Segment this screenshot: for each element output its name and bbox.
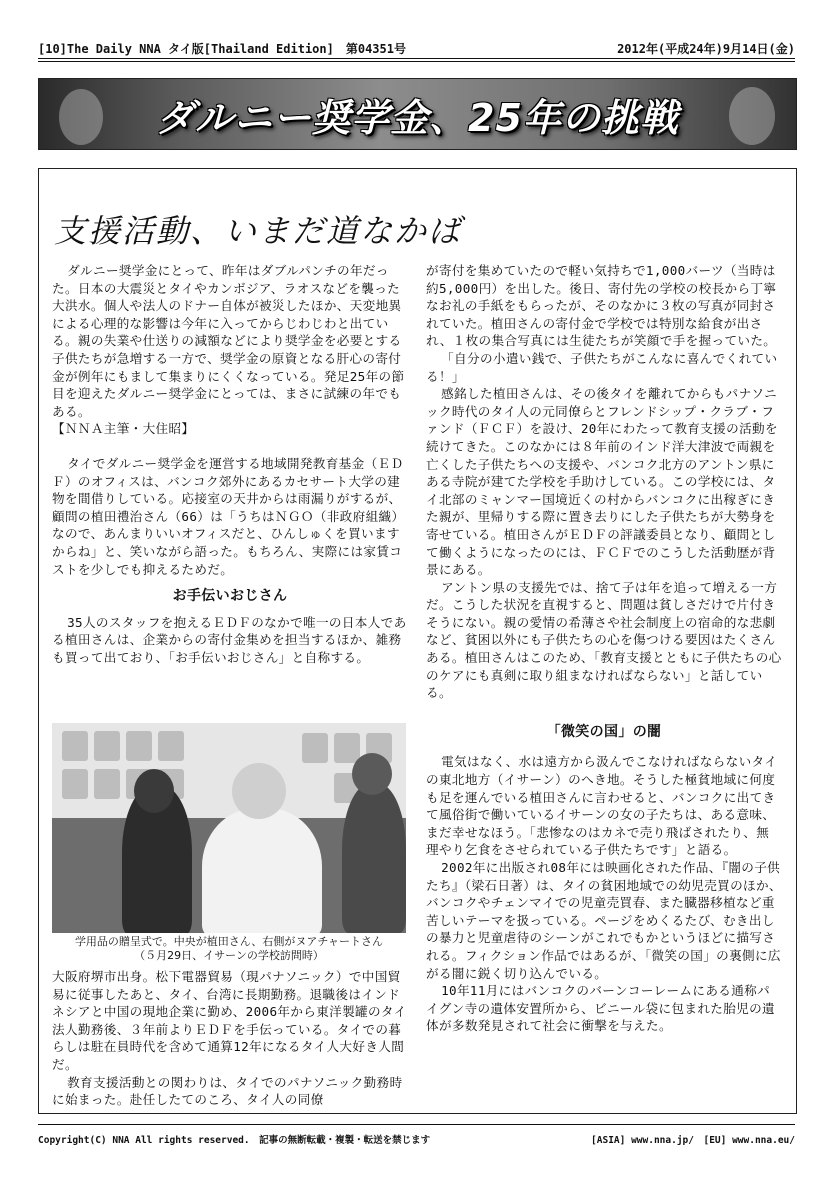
subheading: 「微笑の国」の闇 [546, 723, 662, 740]
student-head [134, 769, 174, 813]
left-column [52, 262, 408, 666]
ueda-head [232, 763, 286, 819]
paragraph: 2002年に出版され08年には映画化された作品、『闇の子供たち』（梁石日著）は、タイの貧困地域での幼児売買のほか、バンコクやチェンマイでの児童売買春、また臓器移植など重苦しいテーマを扱っている。ページをめくるたび、むき出しの暴力と児童虐待のシーンがこれでもかというほどに描写される。フィクション作品ではあるが、「微笑の国」の裏側に広がる闇に鋭く切り込んでいる。 [426, 860, 782, 981]
article-headline: 支援活動、いまだ道なかば [54, 212, 463, 250]
header-rule-2 [38, 61, 795, 62]
series-banner [38, 78, 797, 150]
photo-caption: 学用品の贈呈式で。中央が植田さん、右側がヌアチャートさん （５月29日、イサーンの学校訪問時） [74, 935, 384, 962]
left-column-continued [52, 968, 408, 1109]
page-header [38, 36, 795, 56]
nuachart-head [352, 753, 392, 795]
subheading: お手伝いおじさん [172, 588, 288, 605]
banner-title: ダルニー奨学金、25年の挑戦 [156, 96, 679, 140]
nuachart-figure [342, 783, 406, 933]
publication-info: [10]The Daily NNA タイ版[Thailand Edition] 第04351号 [38, 42, 406, 56]
paragraph: 大阪府堺市出身。松下電器貿易（現パナソニック）で中国貿易に従事したあと、タイ、台湾に長期勤務。退職後はインドネシアと中国の現地企業に勤め、2006年から東洋製罐のタイ法人勤務後、３年前よりＥＤＦを手伝っている。タイでの暮らしは駐在員時代を含めて通算12年になるタイ人大好き人間だ。 [52, 969, 407, 1072]
paragraph: 教育支援活動との関わりは、タイでのパナソニック勤務時に始まった。赴任したてのころ、タイ人の同僚 [52, 1074, 403, 1108]
article-photo [52, 723, 406, 933]
paragraph: 35人のスタッフを抱えるＥＤＦのなかで唯一の日本人である植田さんは、企業からの寄付金集めを担当するほか、雑務も買って出ており、「お手伝いおじさん」と自称する。 [52, 614, 407, 665]
copyright-notice: Copyright(C) NNA All rights reserved. 記事の無断転載・複製・転送を禁じます [38, 1135, 431, 1146]
paragraph: アントン県の支援先では、捨て子は年を追って増える一方だ。こうした状況を直視すると、問題は貧しさだけで片付きそうにない。親の愛情の希薄さや社会制度上の宿命的な悲劇など、貧困以外にも子供たちの心を傷つける要因はたくさんある。植田さんはこのため、「教育支援とともに子供たちの心のケアにも真剣に取り組まなければならない」と話している。 [426, 579, 782, 701]
header-rule-1 [38, 58, 795, 59]
footer-rule [38, 1124, 795, 1125]
paragraph: タイでダルニー奨学金を運営する地域開発教育基金（ＥＤＦ）のオフィスは、バンコク郊外にあるカセサート大学の建物を間借りしている。応接室の天井からは雨漏りがするが、顧問の植田禮治さん（66）は「うちはＮＧＯ（非政府組織）なので、あんまりいいオフィスだと、ひんしゅくを買いますからね」と、笑いながら語った。もちろん、実際には家賃コストを少しでも抑えるためだ。 [52, 455, 405, 577]
paragraph: 感銘した植田さんは、その後タイを離れてからもパナソニック時代のタイ人の元同僚らとフレンドシップ・クラブ・ファンド（ＦＣＦ）を設け、20年にわたって教育支援の活動を続けてきた。このなかには８年前のインド洋大津波で両親を亡くした子供たちへの支援や、バンコク北方のアントン県にある寺院が建てた学校を手助けしている。この学校には、タイ北部のミャンマー国境近くの村からバンコクに出稼ぎにきた親が、里帰りする際に置き去りにした子供たちが大勢身を寄せている。植田さんがＥＤＦの評議委員となり、顧問として働くようになったのには、ＦＣＦでのこうした活動歴が背景にある。 [426, 386, 778, 578]
right-column [426, 262, 782, 1035]
publication-date: 2012年(平成24年)9月14日(金) [617, 42, 795, 56]
ueda-figure [202, 808, 322, 933]
website-links[interactable]: [ASIA] www.nna.jp/ [EU] www.nna.eu/ [591, 1135, 795, 1146]
paragraph: 10年11月にはバンコクのバーンコーレームにある通称パイグン寺の遺体安置所から、ビニール袋に包まれた胎児の遺体が多数発見されて社会に衝撃を与えた。 [426, 983, 775, 1034]
byline: 【ＮＮＡ主筆・大住昭】 [52, 421, 195, 437]
paragraph: 電気はなく、水は遠方から汲んでこなければならないタイの東北地方（イサーン）のへき地。そうした極貧地域に何度も足を運んでいる植田さんに言わせると、バンコクに出てきて風俗街で働いているイサーンの女の子たちは、ある意味、まだ幸せなほう。「悲惨なのはカネで売り飛ばされたり、無理やり乞食をさせられている子供たちです」と語る。 [426, 754, 778, 858]
paragraph: が寄付を集めていたので軽い気持ちで1,000バーツ（当時は約5,000円）を出した。後日、寄付先の学校の校長から丁寧なお礼の手紙をもらったが、そのなかに３枚の写真が同封されていた。植田さんの寄付金で学校では特別な給食が出され、１枚の集合写真には生徒たちが笑顔で手を握っていた。 [426, 263, 777, 349]
quote: 「自分の小遣い銭で、子供たちがこんなに喜んでくれている！」 [426, 350, 778, 384]
paragraph: ダルニー奨学金にとって、昨年はダブルパンチの年だった。日本の大震災とタイやカンボジア、ラオスなどを襲った大洪水。個人や法人のドナー自体が被災したほか、天変地異による心理的な影響は今年に入ってからじわじわと出ている。親の失業や仕送りの減額などにより奨学金を必要とする子供たちが急増する一方で、奨学金の原資となる肝心の寄付金が例年にもまして集まりにくくなっている。発足25年の節目を迎えたダルニー奨学金にとっては、まさに試練の年でもある。 [52, 263, 405, 419]
